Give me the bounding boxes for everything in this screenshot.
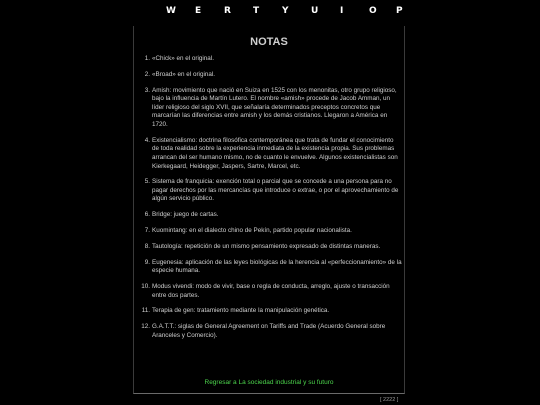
note-number: 9. [144, 258, 150, 266]
note-text: Bridge: juego de cartas. [152, 211, 219, 219]
note-item [144, 258, 402, 276]
note-item [144, 70, 402, 80]
footer-mark: [ 2222 ] [380, 397, 399, 403]
note-text: Modus vivendi: modo de vivir, base o regla de conducta, arreglo, ajuste o transacción entre dos partes. [152, 282, 390, 299]
note-number: 6. [144, 211, 150, 219]
note-item [144, 178, 402, 204]
note-number: 1. [144, 55, 150, 62]
back-link[interactable]: Regresar a La sociedad industrial y su futuro [204, 379, 334, 386]
note-item [141, 282, 402, 300]
note-text: «Broad» en el original. [152, 70, 216, 78]
keyboard-row [166, 6, 406, 18]
note-number: 2. [144, 70, 150, 78]
note-item [144, 55, 402, 64]
key-u: U [311, 6, 319, 16]
note-number: 7. [144, 227, 150, 235]
key-t: T [253, 6, 260, 16]
key-w: W [166, 6, 176, 16]
note-number: 10. [141, 282, 150, 290]
key-p: P [396, 6, 403, 16]
note-number: 5. [144, 178, 150, 186]
note-text: Terapia de gen: tratamiento mediante la manipulación genética. [152, 307, 330, 315]
page-title: NOTAS [250, 36, 288, 48]
note-item [144, 136, 402, 171]
note-number: 11. [141, 307, 150, 315]
note-text: Eugenesia: aplicación de las leyes biológicas de la herencia al «perfeccionamiento» de la especie humana. [152, 258, 402, 275]
note-text: G.A.T.T.: siglas de General Agreement on Tariffs and Trade (Acuerdo General sobre Aranceles y Comercio). [152, 323, 386, 339]
key-e: E [195, 6, 202, 16]
note-item [141, 323, 402, 340]
note-number: 12. [141, 323, 150, 331]
note-number: 3. [144, 86, 150, 94]
note-number: 8. [144, 242, 150, 250]
note-text: «Chick» en el original. [152, 55, 214, 62]
key-r: R [224, 6, 231, 16]
note-text: Tautología: repetición de un mismo pensamiento expresado de distintas maneras. [152, 242, 381, 250]
note-text: Sistema de franquicia: exención total o parcial que se concede a una persona para no pagar derechos por las mercancías que introduce o extrae, o por el aprovechamiento de algún servicio público. [152, 178, 399, 203]
notes-list [140, 55, 402, 348]
key-y: Y [282, 6, 289, 16]
note-item [144, 86, 402, 130]
note-item [144, 211, 402, 220]
note-text: Amish: movimiento que nació en Suiza en 1525 con los menonitas, otro grupo religioso, bajo la influencia de Martín Lutero. El nombre «amish» procede de Jacob Amman, un líder religioso del siglo XVII, que señalaría determinados preceptos concretos que marcarían las diferencias entre amish y los demás cristianos. Llegaron a América en 1720. [152, 86, 397, 128]
note-item [144, 242, 402, 252]
note-text: Existencialismo: doctrina filosófica contemporánea que trata de fundar el conocimiento de toda realidad sobre la experiencia inmediata de la existencia propia. Sus problemas arrancan del ser humano mismo, no de cuanto le envuelve. Algunos existencialistas son Kierkegaard, Heidegger, Jaspers, Sartre, Marcel, etc. [152, 136, 398, 170]
key-i: I [340, 6, 344, 16]
key-o: O [369, 6, 377, 16]
top-key-bar [0, 0, 540, 26]
note-text: Kuomintang: en el dialecto chino de Pekín, partido popular nacionalista. [152, 227, 352, 235]
note-number: 4. [144, 136, 150, 144]
note-item [141, 307, 402, 316]
note-item [144, 227, 402, 236]
